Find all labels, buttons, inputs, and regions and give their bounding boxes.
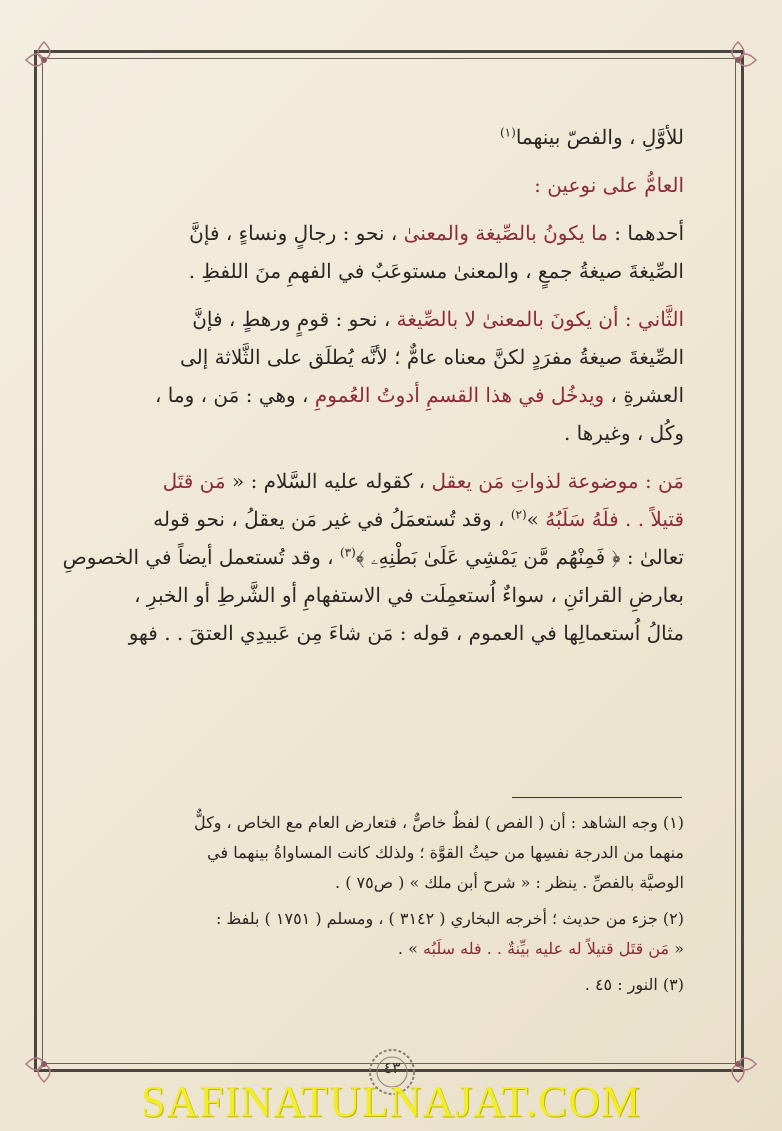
footnotes xyxy=(100,808,684,1000)
footnote-1-line-2: منهما من الدرجة نفسِها من حيثُ القوَّة ؛ ولذلك كانت المساواةُ بينهما في xyxy=(207,843,684,862)
footnote-ref[interactable]: (٢) xyxy=(510,507,527,522)
footnote-ref[interactable]: (٣) xyxy=(339,545,356,560)
text-line-11: تعالىٰ : ﴿ فَمِنْهُم مَّن يَمْشِي عَلَىٰ بَطْنِهِۦ ﴾$^{(٣)}$ ، وقد تُستعمل أيضاً في الخصوصِ xyxy=(62,545,684,569)
floral-corner-ornament-icon xyxy=(22,38,66,82)
text-line-13: مثالُ اُستعمالِها في العموم ، قوله : مَن شاءَ مِن عَبيدِي العتقَ . . فهو xyxy=(128,621,684,645)
footnote-3: (٣) النور : ٤٥ . xyxy=(584,975,684,994)
text-line-12: بعارضِ القرائنِ ، سواءٌ اُستعمِلَت في الاستفهامِ أو الشَّرطِ أو الخبرِ ، xyxy=(134,583,684,607)
footnote-divider xyxy=(512,797,682,798)
footnote-2-line-1: (٢) جزء من حديث ؛ أخرجه البخاري ( ٣١٤٢ ) ، ومسلم ( ١٧٥١ ) بلفظ : xyxy=(215,909,684,928)
text-line-3: أحدهما : ما يكونُ بالصِّيغة والمعنىٰ ، نحو : رجالٍ ونساءٍ ، فإنَّ xyxy=(189,221,684,245)
footnote-2-line-2: « مَن قتَل قتيلاً له عليه بيِّنةٌ . . فله سلَبُه » . xyxy=(397,939,684,958)
text-line-8: وكُل ، وغيرها . xyxy=(563,421,684,445)
text-line-5: الثَّاني : أن يكونَ بالمعنىٰ لا بالصِّيغة ، نحو : قومٍ ورهطٍ ، فإنَّ xyxy=(192,307,684,331)
section-heading: العامُّ على نوعين : xyxy=(534,173,684,197)
text-line-6: الصِّيغةَ صيغةُ مفرَدٍ لكنَّ معناه عامٌّ ؛ لأنَّه يُطلَق على الثَّلاثة إلى xyxy=(179,345,684,369)
footnote-ref[interactable]: (١) xyxy=(499,125,516,140)
text-line-7: العشرةِ ، ويدخُل في هذا القسمِ أدوتُ العُمومِ ، وهي : مَن ، وما ، xyxy=(154,383,684,407)
footnote-1-line-3: الوصيَّة بالفصِّ . ينظر : « شرح أبن ملك » ( ص٧٥ ) . xyxy=(335,873,684,892)
text-line-10: قتيلاً . . فلَهُ سَلَبُهُ »$^{(٢)}$ ، وقد تُستعمَلُ في غير مَن يعقلُ ، نحو قوله xyxy=(153,507,684,531)
text-line-1: للأوَّلِ ، والفصّ بينهما$^{(١)}$ xyxy=(499,125,684,149)
page-number: ٤٣ xyxy=(383,1058,401,1077)
main-text xyxy=(62,118,684,652)
site-watermark: SAFINATULNAJAT.COM xyxy=(140,1077,641,1126)
text-line-9: مَن : موضوعة لذواتِ مَن يعقل ، كقوله عليه السَّلام : « مَن قتَل xyxy=(162,469,684,493)
footnote-1-line-1: (١) وجه الشاهد : أن ( الفص ) لفظٌ خاصٌّ ، فتعارض العام مع الخاص ، وكلٌّ xyxy=(193,813,684,832)
floral-corner-ornament-icon xyxy=(716,38,760,82)
text-line-4: الصِّيغةَ صيغةُ جمعٍ ، والمعنىٰ مستوعَبٌ في الفهمِ منَ اللفظِ . xyxy=(188,259,684,283)
